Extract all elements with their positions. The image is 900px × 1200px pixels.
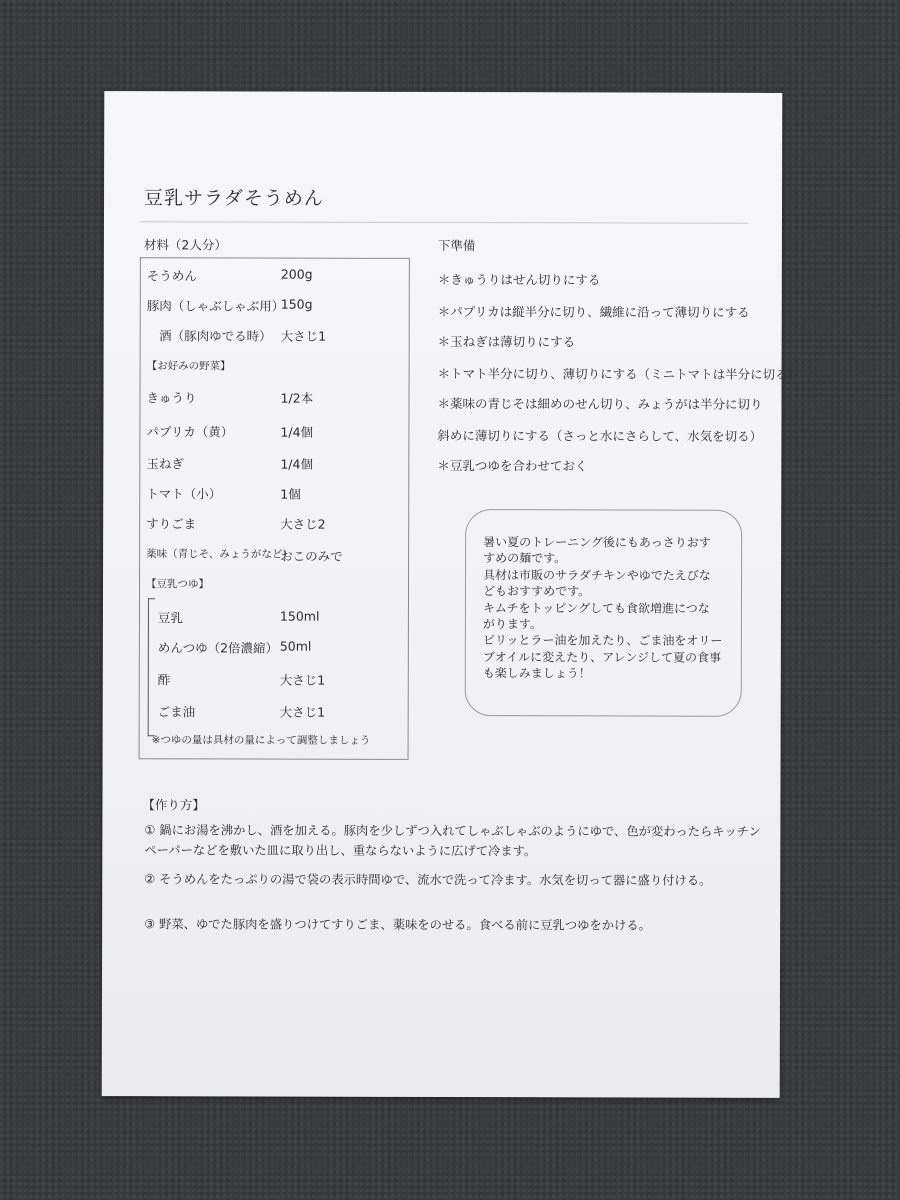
- method-step: ① 鍋にお湯を沸かし、酒を加える。豚肉を少しずつ入れてしゃぶしゃぶのようにゆで、色が変わったらキッチン ペーパーなどを敷いた皿に取り出し、重ならないように広げて冷ます。: [144, 823, 761, 859]
- veg-name: すりごま: [146, 516, 197, 532]
- soy-heading-text: 【豆乳つゆ】: [146, 578, 210, 591]
- ingredient-qty: 150g: [280, 296, 313, 312]
- veg-qty: 大さじ2: [280, 516, 326, 532]
- veg-name: きゅうり: [146, 390, 197, 406]
- soy-qty: 150ml: [279, 608, 320, 624]
- veg-name: 玉ねぎ: [146, 456, 184, 472]
- veg-row: [146, 454, 408, 472]
- soy-name: 酢: [157, 672, 171, 688]
- recipe-title: 豆乳サラダそうめん: [144, 187, 324, 210]
- prep-item: ＊きゅうりはせん切りにする: [437, 271, 601, 288]
- veg-name: パプリカ（黄）: [146, 424, 234, 440]
- prep-item: ＊豆乳つゆを合わせておく: [437, 457, 588, 474]
- method-step: ③ 野菜、ゆでた豚肉を盛りつけてすりごま、薬味をのせる。食べる前に豆乳つゆをかける。: [144, 917, 651, 933]
- soy-row: [157, 702, 408, 720]
- prep-heading: 下準備: [437, 237, 476, 254]
- veg-heading: [146, 358, 409, 373]
- veg-qty: おこのみで: [280, 548, 343, 564]
- ingredient-row: [146, 326, 409, 344]
- tips-callout: [465, 509, 743, 717]
- veg-row: [146, 484, 408, 502]
- soy-row: [157, 638, 408, 656]
- soy-row: [157, 670, 408, 688]
- veg-name: トマト（小）: [146, 486, 222, 502]
- soy-qty: 大さじ1: [279, 672, 326, 688]
- title-divider: [140, 221, 748, 224]
- soy-name: 豆乳: [157, 610, 183, 626]
- prep-item: ＊玉ねぎは薄切りにする: [437, 333, 576, 350]
- veg-qty: 1/4個: [280, 424, 314, 440]
- ingredient-row: [146, 296, 409, 314]
- ingredient-name: 酒（豚肉ゆでる時）: [146, 328, 272, 344]
- veg-name: 薬味（青じそ、みょうがなど）: [146, 548, 293, 561]
- veg-row: [146, 546, 408, 564]
- soy-heading: [146, 576, 408, 591]
- soy-bracket: [148, 598, 155, 736]
- prep-item: 斜めに薄切りにする（さっと水にさらして、水気を切る）: [437, 427, 763, 444]
- veg-row: [146, 514, 408, 532]
- ingredients-heading: 材料（2人分）: [143, 237, 227, 253]
- soy-name: ごま油: [157, 704, 196, 720]
- veg-heading-text: 【お好みの野菜】: [146, 360, 231, 373]
- ingredient-qty: 200g: [280, 266, 313, 282]
- soy-qty: 50ml: [279, 638, 312, 654]
- veg-qty: 1/2本: [280, 390, 314, 406]
- soy-row: [157, 608, 408, 626]
- ingredient-name: そうめん: [146, 268, 197, 284]
- veg-qty: 1/4個: [280, 456, 313, 472]
- veg-qty: 1個: [280, 486, 301, 502]
- soy-name: めんつゆ（2倍濃縮）: [157, 640, 279, 656]
- veg-row: [146, 388, 409, 406]
- ingredient-row: [146, 266, 409, 284]
- method-step: ② そうめんをたっぷりの湯で袋の表示時間ゆで、流水で洗って冷ます。水気を切って器に盛り付ける。: [144, 872, 712, 888]
- soy-qty: 大さじ1: [279, 704, 326, 720]
- recipe-sheet: [102, 91, 801, 1098]
- adjust-note: ※つゆの量は具材の量によって調整しましょう: [151, 734, 371, 747]
- ingredient-qty: 大さじ1: [280, 328, 327, 344]
- prep-item: ＊薬味の青じそは細めのせん切り、みょうがは半分に切り: [437, 395, 763, 412]
- prep-item: ＊トマト半分に切り、薄切りにする（ミニトマトは半分に切る）: [437, 365, 801, 382]
- method-heading: 【作り方】: [142, 797, 205, 813]
- ingredient-name: 豚肉（しゃぶしゃぶ用）: [146, 298, 285, 314]
- prep-item: ＊パプリカは縦半分に切り、繊維に沿って薄切りにする: [437, 303, 750, 320]
- tips-text: 暑い夏のトレーニング後にもあっさりおす すめの麺です。 具材は市販のサラダチキンやゆでたえびな どもおすすめです。 キムチをトッピングしても食欲増進につな がります。 ピリッとラー油を加えたり、ごま油をオリー ブオイルに変えたり、アレンジして夏の食事 も楽しみましょう！: [482, 535, 723, 681]
- veg-row: [146, 422, 408, 440]
- ingredients-box: [139, 257, 410, 760]
